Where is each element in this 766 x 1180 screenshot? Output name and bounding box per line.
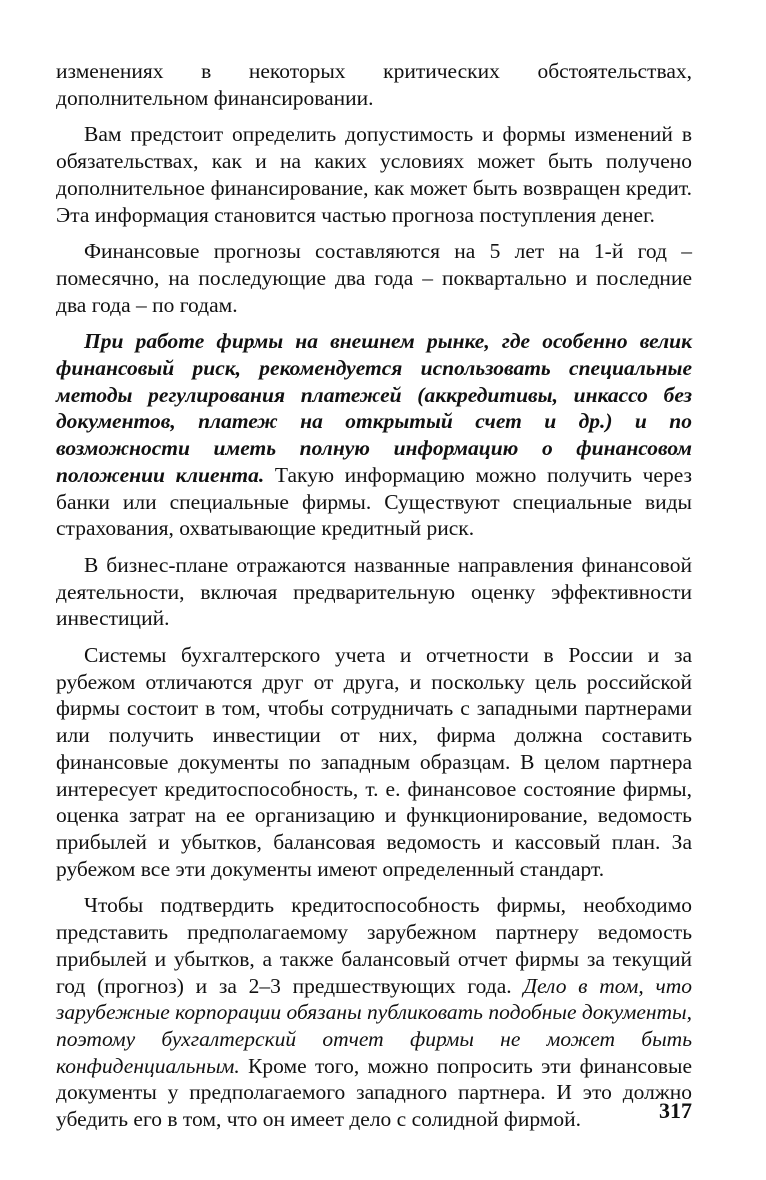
paragraph-2 (56, 121, 692, 228)
paragraph-6 (56, 642, 692, 882)
paragraph-4-emphasis: При работе фирмы на внешнем рынке, где особенно велик финансовый риск, рекомендуется использовать специальные методы регулирования платежей (аккредитивы, инкассо без документов, платеж на открытый счет и др.) и по возможности иметь полную информацию о финансовом положении клиента. (56, 329, 692, 487)
paragraph-7-text-start: Чтобы подтвердить кредитоспособность фирмы, необходимо представить предполагаемому зарубежном партнеру ведомость прибылей и убытков, а также балансовый отчет фирмы за текущий год (прогноз) и за 2–3 предшествующих года. (56, 893, 692, 998)
paragraph-3 (56, 238, 692, 318)
paragraph-1 (56, 58, 692, 111)
paragraph-2-text: Вам предстоит определить допустимость и формы изменений в обязательствах, как и на каких условиях может быть получено дополнительное финансирование, как может быть возвращен кредит. Эта информация становится частью прогноза поступления денег. (56, 122, 692, 227)
paragraph-5 (56, 552, 692, 632)
paragraph-7-text-end: Кроме того, можно попросить эти финансовые документы у предполагаемого западного партнера. И это должно убедить его в том, что он имеет дело с солидной фирмой. (56, 1053, 692, 1132)
paragraph-1-text: изменениях в некоторых критических обстоятельствах, дополнительном финансировании. (56, 59, 692, 110)
paragraph-4 (56, 328, 692, 542)
paragraph-5-text: В бизнес-плане отражаются названные направления финансовой деятельности, включая предварительную оценку эффективности инвестиций. (56, 552, 692, 631)
body-text (56, 58, 692, 1133)
paragraph-4-text: Такую информацию можно получить через банки или специальные фирмы. Существуют специальные виды страхования, охватывающие кредитный риск. (56, 462, 692, 541)
paragraph-6-text: Системы бухгалтерского учета и отчетности в России и за рубежом отличаются друг от друга, и поскольку цель российской фирмы состоит в том, чтобы сотрудничать с западными партнерами или получить инвестиции от них, фирма должна составить финансовые документы по западным образцам. В целом партнера интересует кредитоспособность, т. е. финансовое состояние фирмы, оценка затрат на ее организацию и функционирование, ведомость прибылей и убытков, балансовая ведомость и кассовый план. За рубежом все эти документы имеют определенный стандарт. (56, 643, 692, 881)
page-number: 317 (659, 1098, 692, 1123)
paragraph-3-text: Финансовые прогнозы составляются на 5 лет на 1-й год – помесячно, на последующие два года – поквартально и последние два года – по годам. (56, 239, 692, 317)
paragraph-7-italic: Дело в том, что зарубежные корпорации обязаны публиковать подобные документы, поэтому бухгалтерский отчет фирмы не может быть конфиденциальным. (56, 973, 693, 1078)
paragraph-7 (56, 892, 692, 1132)
